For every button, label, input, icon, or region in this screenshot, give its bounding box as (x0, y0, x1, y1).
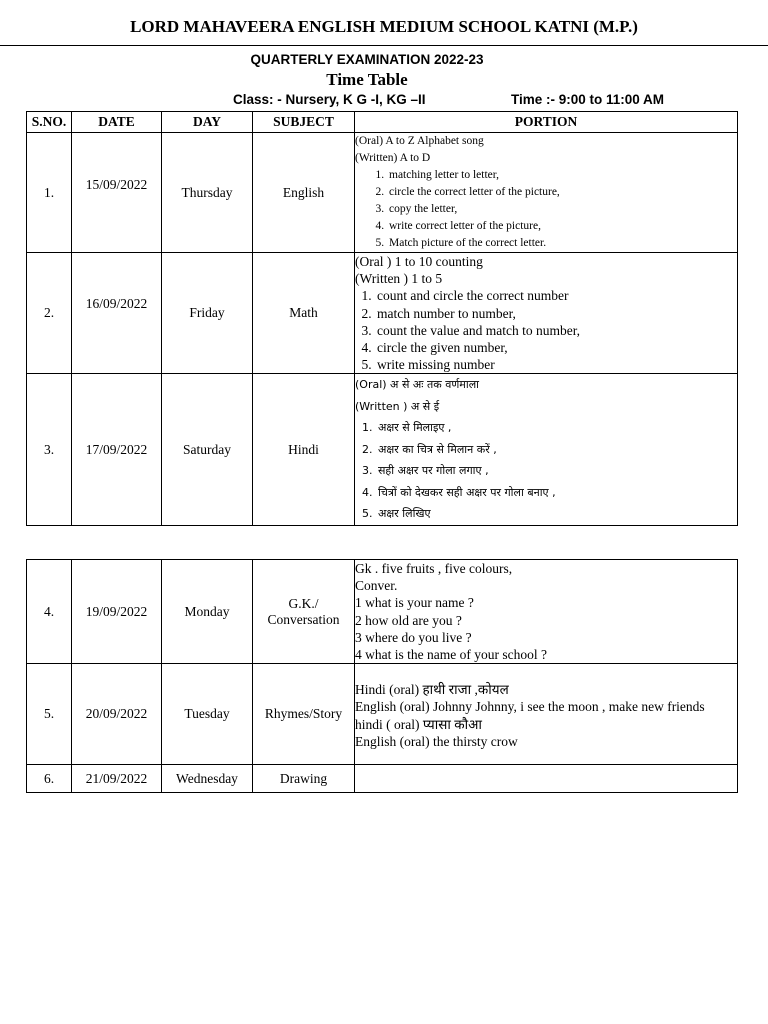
list-item: 2. match number to number, (375, 305, 737, 322)
list-item: 4. write correct letter of the picture, (387, 218, 737, 235)
list-item: 5. write missing number (375, 356, 737, 373)
cell-day: Monday (162, 560, 253, 664)
list-item: 2. circle the correct letter of the picture, (387, 184, 737, 201)
cell-subject (253, 560, 355, 664)
cell-date: 16/09/2022 (72, 253, 162, 374)
portion-line: (Oral) A to Z Alphabet song (355, 135, 484, 147)
list-item: 1. matching letter to letter, (387, 167, 737, 184)
cell-subject: Drawing (253, 765, 355, 793)
col-header-subject: SUBJECT (253, 112, 355, 133)
cell-day: Saturday (162, 374, 253, 526)
list-item: 5. Match picture of the correct letter. (387, 235, 737, 252)
portion-line: (Oral ) 1 to 10 counting (355, 254, 483, 269)
cell-sno: 2. (27, 253, 72, 374)
cell-date: 20/09/2022 (72, 664, 162, 765)
cell-portion (355, 560, 738, 664)
portion-list (355, 167, 737, 252)
subject-line: Conversation (267, 611, 340, 627)
list-item: 5. अक्षर लिखिए (376, 503, 737, 525)
cell-portion (355, 374, 738, 526)
table-row (27, 374, 738, 526)
portion-line: Gk . five fruits , five colours, (355, 561, 513, 576)
class-label: Class: - Nursery, K G -I, KG –II (233, 92, 426, 107)
portion-list (355, 287, 737, 373)
table-row (27, 133, 738, 253)
portion-line: (Written) A to D (355, 152, 431, 164)
cell-sno: 3. (27, 374, 72, 526)
cell-subject: Rhymes/Story (253, 664, 355, 765)
col-header-day: DAY (162, 112, 253, 133)
table-row (27, 664, 738, 765)
subject-line: G.K./ (288, 595, 319, 611)
list-item: 3. copy the letter, (387, 201, 737, 218)
list-item: 3. count the value and match to number, (375, 322, 737, 339)
list-item: 4. circle the given number, (375, 339, 737, 356)
cell-subject: Hindi (253, 374, 355, 526)
cell-date: 17/09/2022 (72, 374, 162, 526)
list-item: 1. अक्षर से मिलाइए , (376, 417, 737, 439)
portion-line: English (oral) Johnny Johnny, i see the moon , make new friends (355, 699, 705, 715)
portion-line: 3 where do you live ? (355, 629, 472, 645)
cell-portion (355, 664, 738, 765)
portion-line: 4 what is the name of your school ? (355, 647, 547, 663)
cell-sno: 1. (27, 133, 72, 253)
school-name: LORD MAHAVEERA ENGLISH MEDIUM SCHOOL KATNI (M.P.) (130, 17, 638, 36)
cell-sno: 4. (27, 560, 72, 664)
col-header-date: DATE (72, 112, 162, 133)
portion-line: 1 what is your name ? (355, 595, 474, 611)
col-header-portion: PORTION (355, 112, 738, 133)
cell-subject: English (253, 133, 355, 253)
portion-line: 2 how old are you ? (355, 612, 462, 628)
portion-line: hindi ( oral) प्यासा कौआ (355, 716, 482, 732)
portion-line: (Oral) अ से अः तक वर्णमाला (355, 378, 480, 392)
portion-line: Conver. (355, 578, 398, 594)
timetable-part-2 (26, 559, 738, 793)
page-title: Time Table (326, 70, 408, 89)
cell-day: Friday (162, 253, 253, 374)
cell-sno: 6. (27, 765, 72, 793)
cell-day: Tuesday (162, 664, 253, 765)
portion-line: English (oral) the thirsty crow (355, 734, 518, 750)
portion-line: (Written ) 1 to 5 (355, 271, 443, 287)
table-header-row (27, 112, 738, 133)
table-row (27, 560, 738, 664)
cell-day: Thursday (162, 133, 253, 253)
portion-line: (Written ) अ से ई (355, 399, 440, 413)
portion-list (355, 417, 737, 525)
list-item: 2. अक्षर का चित्र से मिलान करें , (376, 439, 737, 461)
table-row (27, 765, 738, 793)
cell-date: 15/09/2022 (72, 133, 162, 253)
cell-portion (355, 133, 738, 253)
cell-date: 21/09/2022 (72, 765, 162, 793)
cell-portion (355, 765, 738, 793)
cell-subject: Math (253, 253, 355, 374)
list-item: 1. count and circle the correct number (375, 287, 737, 304)
cell-portion (355, 253, 738, 374)
time-label: Time :- 9:00 to 11:00 AM (511, 92, 665, 107)
table-row (27, 253, 738, 374)
cell-sno: 5. (27, 664, 72, 765)
cell-day: Wednesday (162, 765, 253, 793)
list-item: 4. चित्रों को देखकर सही अक्षर पर गोला बनाए , (376, 482, 737, 504)
exam-title: QUARTERLY EXAMINATION 2022-23 (250, 52, 484, 67)
header-rule (0, 45, 768, 46)
portion-line: Hindi (oral) हाथी राजा ,कोयल (355, 681, 509, 697)
col-header-sno: S.NO. (27, 112, 72, 133)
timetable-part-1 (26, 111, 738, 526)
cell-date: 19/09/2022 (72, 560, 162, 664)
list-item: 3. सही अक्षर पर गोला लगाए , (376, 460, 737, 482)
